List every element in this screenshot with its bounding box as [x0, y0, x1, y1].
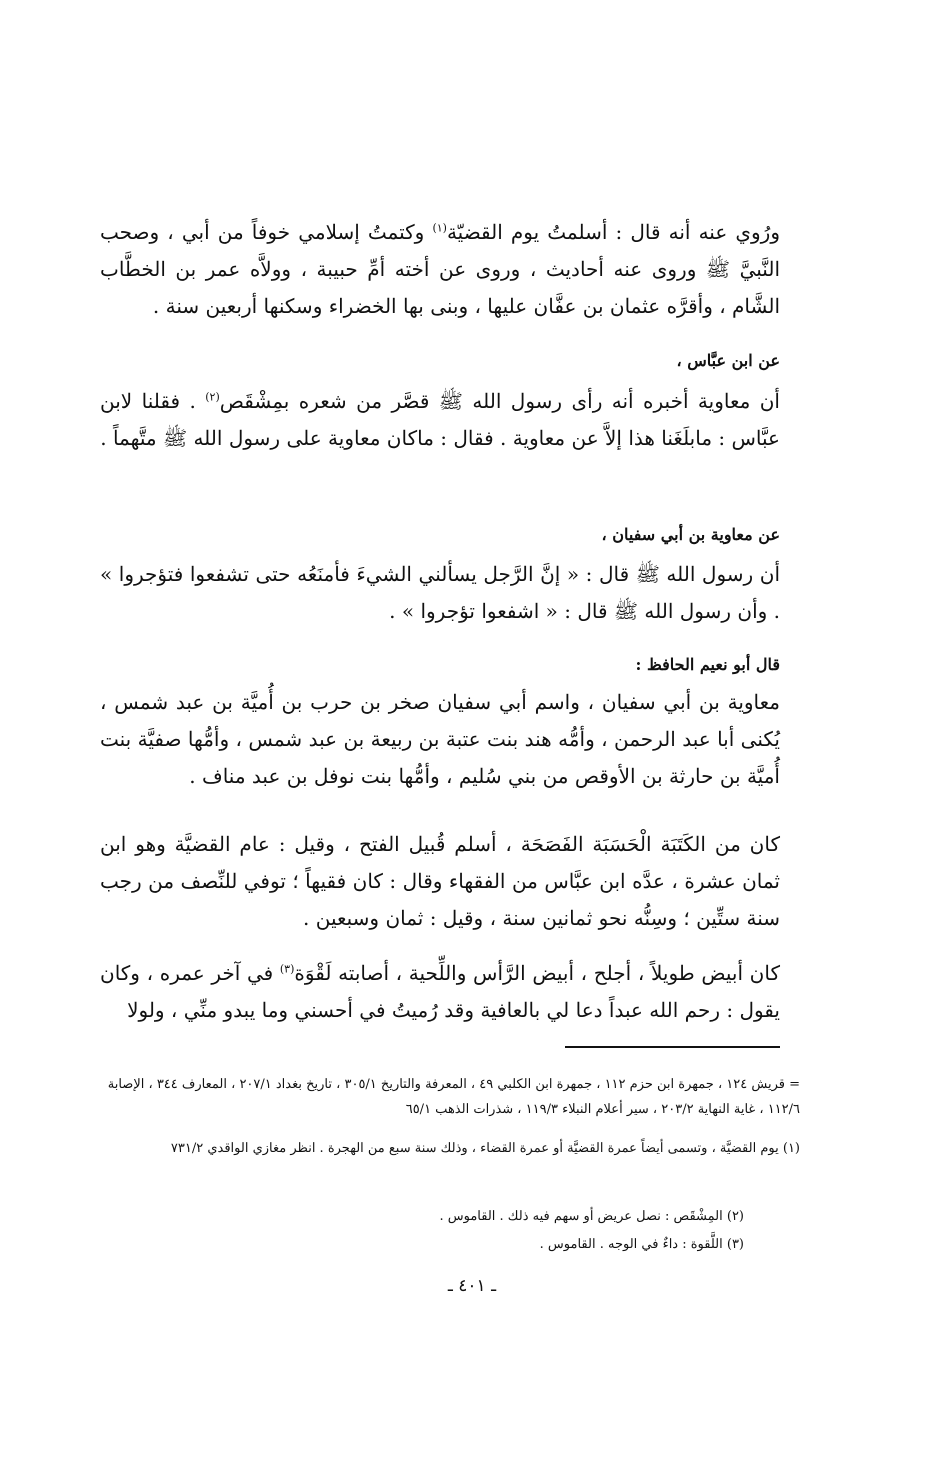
heading-abu-nuaym — [100, 653, 780, 677]
heading-ibn-abbas-text: عن ابن عبَّاس ، — [676, 351, 780, 370]
paragraph-2 — [100, 383, 780, 457]
p2-run-1: أن معاوية أخبره أنه رأى رسول الله ﷺ قصَّر من شعره بمِشْقَص — [219, 389, 780, 413]
heading-abu-nuaym-text: قال أبو نعيم الحافظ : — [635, 655, 780, 674]
p6-run-2: في آخر عمره ، وكان يقول : رحم الله عبداً دعا لي بالعافية وقد رُميتُ في أحسني وما يبدو منِّي ، ولولا — [100, 961, 780, 1022]
footnote-ref-2: (٢) — [205, 390, 220, 404]
footnote-3: (٣) اللَّقوة : داءٌ في الوجه . القاموس . — [539, 1237, 744, 1252]
p3-run-1: أن رسول الله ﷺ قال : « إنَّ الرَّجل يسألني الشيءَ فأمنَعُه حتى تشفعوا فتؤجروا » . وأن رسول الله ﷺ قال : « اشفعوا تؤجروا » . — [100, 562, 780, 623]
heading-muawiya-text: عن معاوية بن أبي سفيان ، — [601, 525, 780, 544]
footnote-separator — [565, 1046, 780, 1048]
page-number: ـ ٤٠١ ـ — [447, 1276, 497, 1296]
footnote-ref-1: (١) — [432, 221, 447, 235]
paragraph-6 — [100, 955, 780, 1029]
footnote-sources: = قريش ١٢٤ ، جمهرة ابن حزم ١١٢ ، جمهرة ابن الكلبي ٤٩ ، المعرفة والتاريخ ٣٠٥/١ ، تاريخ بغداد ٢٠٧/١ ، المعارف ٣٤٤ ، الإصابة ١١٢/٦ ، غاية النهاية ٢٠٣/٢ ، سير أعلام النبلاء ١١٩/٣ ، شذرات الذهب ٦٥/١ — [107, 1077, 800, 1117]
heading-ibn-abbas — [100, 349, 780, 373]
footnote-1: (١) يوم القضيَّة ، وتسمى أيضاً عمرة القضيَّة أو عمرة القضاء ، وذلك سنة سبع من الهجرة . انظر مغازي الواقدي ٧٣١/٢ — [170, 1141, 800, 1156]
paragraph-5 — [100, 826, 780, 937]
footnote-ref-3: (٣) — [279, 962, 295, 976]
p5-run-1: كان من الكَتَبَة الْحَسَبَة الفَصَحَة ، أسلم قُبيل الفتح ، وقيل : عام القضيَّة وهو ابن ثمان عشرة ، عدَّه ابن عبَّاس من الفقهاء وقال : كان فقيهاً ؛ توفي للنِّصف من رجب سنة ستِّين ؛ وسِنُّه نحو ثمانين سنة ، وقيل : ثمان وسبعين . — [100, 832, 780, 930]
paragraph-4 — [100, 684, 780, 795]
p4-run-1: معاوية بن أبي سفيان ، واسم أبي سفيان صخر بن حرب بن أُميَّة بن عبد شمس ، يُكنى أبا عبد الرحمن ، وأمُّه هند بنت عتبة بن ربيعة بن عبد شمس ، وأمُّها صفيَّة بنت أُميَّة بن حارثة بن الأوقص من بني سُليم ، وأمُّها بنت نوفل بن عبد مناف . — [100, 690, 780, 788]
paragraph-3 — [100, 556, 780, 630]
p1-run-2: وكتمتُ إسلامي خوفاً من أبي ، وصحب النَّبيَّ ﷺ وروى عنه أحاديث ، وروى عن أخته أمِّ حبيبة ، وولاَّه عمر بن الخطَّاب الشَّام ، وأقرَّه عثمان بن عفَّان عليها ، وبنى بها الخضراء وسكنها أربعين سنة . — [100, 220, 780, 318]
heading-muawiya — [100, 523, 780, 547]
paragraph-1 — [100, 214, 780, 325]
p2-run-2: . فقلنا لابن عبَّاس : مابلَغَنا هذا إلاَّ عن معاوية . فقال : ماكان معاوية على رسول الله ﷺ متَّهماً . — [100, 389, 780, 450]
p6-run-1: كان أبيض طويلاً ، أجلح ، أبيض الرَّأس واللِّحية ، أصابته لَقْوَة — [294, 961, 780, 985]
p1-run-1: ورُوي عنه أنه قال : أسلمتُ يوم القضيّة — [446, 220, 780, 244]
footnote-2: (٢) المِشْقَص : نصل عريض أو سهم فيه ذلك . القاموس . — [439, 1209, 744, 1224]
